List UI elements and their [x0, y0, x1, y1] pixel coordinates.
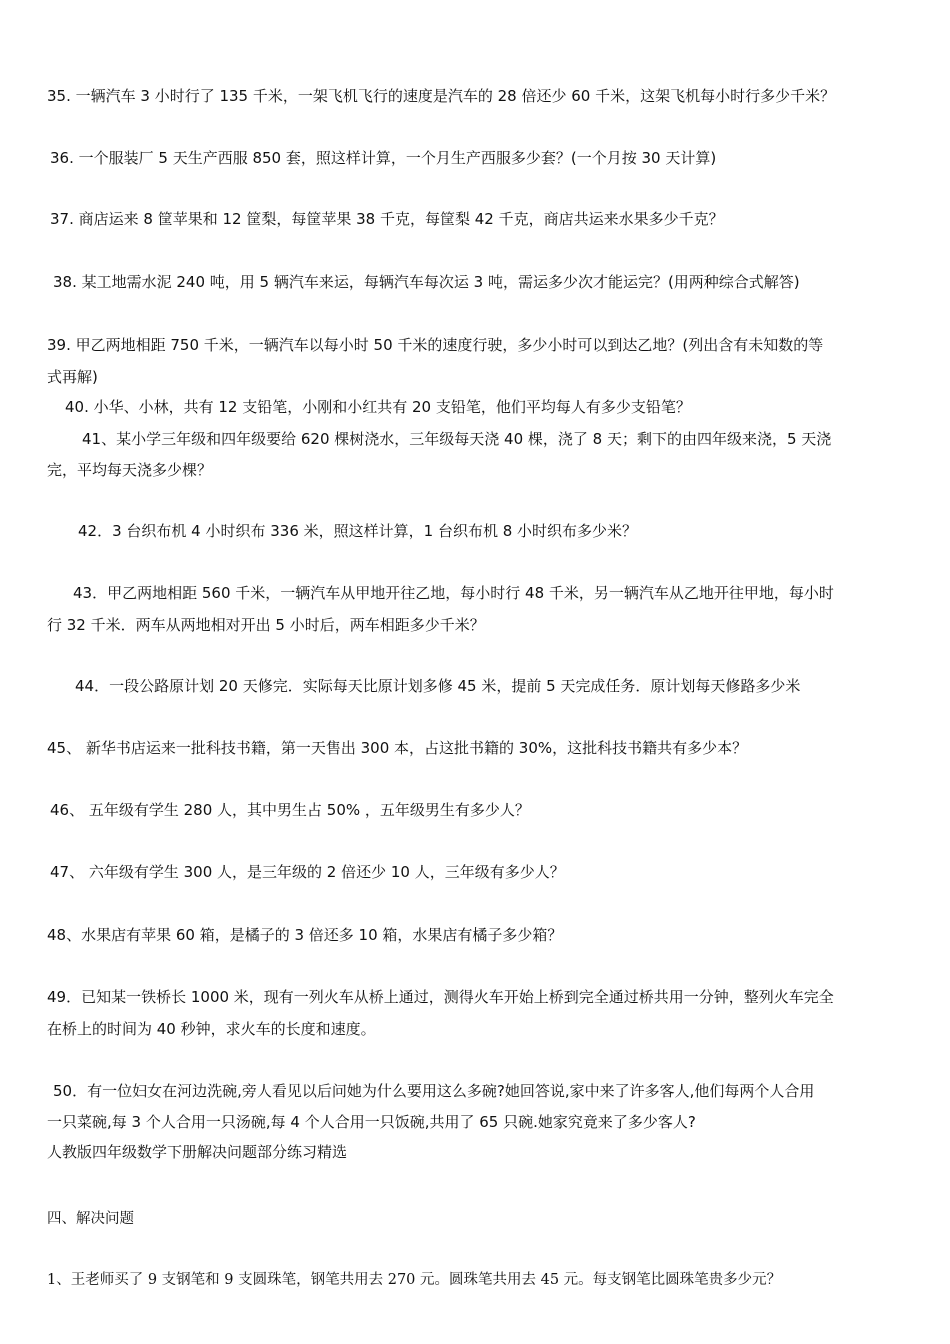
problem-47: 47、 六年级有学生 300 人，是三年级的 2 倍还少 10 人，三年级有多少人？ [50, 863, 565, 881]
problem-50-line-2: 一只菜碗,每 3 个人合用一只汤碗,每 4 个人合用一只饭碗,共用了 65 只碗.她家究竟来了多少客人? [47, 1113, 696, 1131]
problem-41-line-1: 41、某小学三年级和四年级要给 620 棵树浇水，三年级每天浇 40 棵，浇了 8 天；剩下的由四年级来浇，5 天浇 [82, 430, 832, 448]
problem-41-line-2: 完，平均每天浇多少棵？ [47, 461, 213, 479]
problem-39-line-1: 39. 甲乙两地相距 750 千米，一辆汽车以每小时 50 千米的速度行驶，多少小时可以到达乙地？(列出含有未知数的等 [47, 336, 824, 354]
problem-43-line-2: 行 32 千米．两车从两地相对开出 5 小时后，两车相距多少千米？ [47, 616, 485, 634]
question-1: 1、王老师买了 9 支钢笔和 9 支圆珠笔，钢笔共用去 270 元。圆珠笔共用去 45 元。每支钢笔比圆珠笔贵多少元？ [47, 1272, 782, 1288]
problem-43-line-1: 43．甲乙两地相距 560 千米，一辆汽车从甲地开往乙地，每小时行 48 千米，另一辆汽车从乙地开往甲地，每小时 [73, 584, 834, 602]
problem-37: 37. 商店运来 8 筐苹果和 12 筐梨，每筐苹果 38 千克，每筐梨 42 千克，商店共运来水果多少千克？ [50, 210, 724, 228]
problem-35: 35. 一辆汽车 3 小时行了 135 千米，一架飞机飞行的速度是汽车的 28 倍还少 60 千米，这架飞机每小时行多少千米？ [47, 87, 836, 105]
problem-50-line-1: 50．有一位妇女在河边洗碗,旁人看见以后问她为什么要用这么多碗?她回答说,家中来了许多客人,他们每两个人合用 [53, 1082, 815, 1100]
document-title: 人教版四年级数学下册解决问题部分练习精选 [47, 1143, 348, 1161]
problem-45: 45、 新华书店运来一批科技书籍，第一天售出 300 本，占这批书籍的 30%，这批科技书籍共有多少本？ [47, 739, 748, 757]
problem-36: 36. 一个服装厂 5 天生产西服 850 套，照这样计算，一个月生产西服多少套？(一个月按 30 天计算) [50, 149, 717, 167]
section-heading: 四、解决问题 [47, 1211, 134, 1227]
problem-48: 48、水果店有苹果 60 箱，是橘子的 3 倍还多 10 箱，水果店有橘子多少箱？ [47, 926, 563, 944]
problem-49-line-2: 在桥上的时间为 40 秒钟，求火车的长度和速度。 [47, 1020, 376, 1038]
problem-46: 46、 五年级有学生 280 人，其中男生占 50% ，五年级男生有多少人？ [50, 801, 530, 819]
problem-39-line-2: 式再解) [47, 368, 98, 386]
problem-44: 44．一段公路原计划 20 天修完．实际每天比原计划多修 45 米，提前 5 天完成任务．原计划每天修路多少米 [75, 677, 801, 695]
problem-38: 38. 某工地需水泥 240 吨，用 5 辆汽车来运，每辆汽车每次运 3 吨，需运多少次才能运完？(用两种综合式解答) [53, 273, 800, 291]
problem-49-line-1: 49．已知某一铁桥长 1000 米，现有一列火车从桥上通过，测得火车开始上桥到完全通过桥共用一分钟，整列火车完全 [47, 988, 834, 1006]
problem-42: 42．3 台织布机 4 小时织布 336 米，照这样计算，1 台织布机 8 小时织布多少米？ [78, 522, 638, 540]
problem-40: 40. 小华、小林，共有 12 支铅笔，小刚和小红共有 20 支铅笔，他们平均每人有多少支铅笔？ [65, 398, 691, 416]
